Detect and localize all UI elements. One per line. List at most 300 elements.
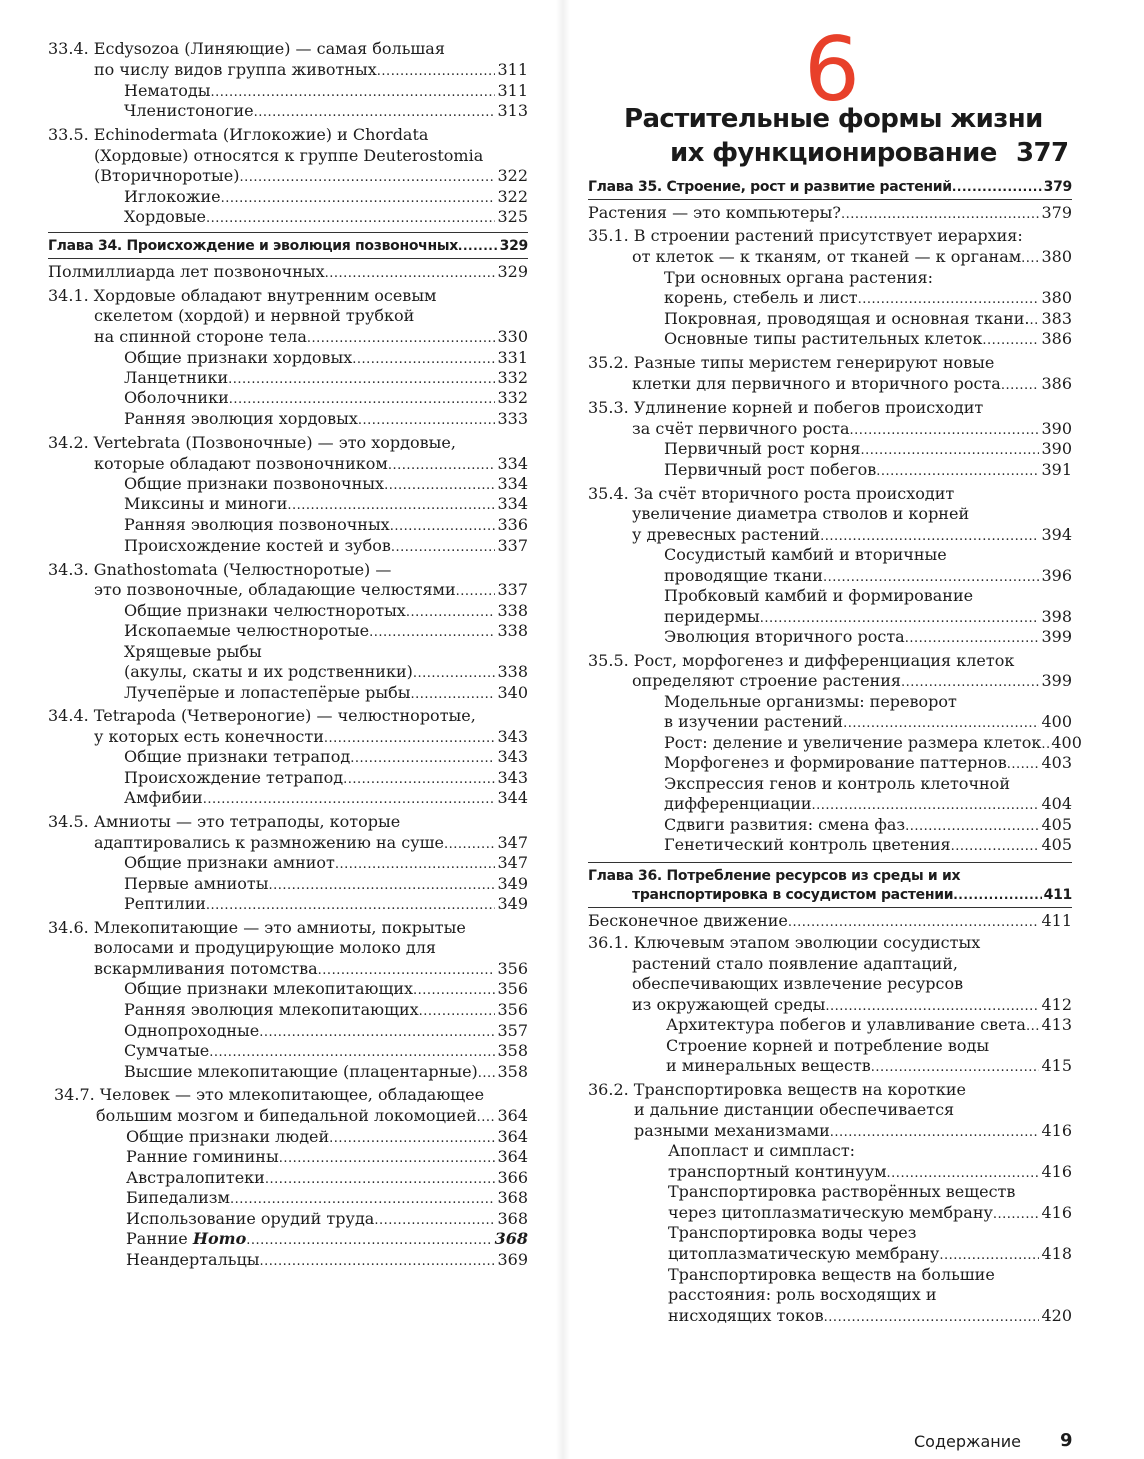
toc-entry[interactable] [48,261,528,282]
leader-dots [209,1040,495,1063]
toc-page: 331 [497,348,528,367]
toc-page: 416 [1041,1203,1072,1222]
toc-section[interactable] [588,483,1072,504]
toc-entry[interactable] [124,535,528,556]
toc-page: 322 [497,187,528,206]
toc-text: Ископаемые челюстноротые [124,621,370,640]
toc-text: Покровная, проводящая и основная ткани. [664,309,1030,328]
toc-section[interactable] [48,917,528,938]
toc-entry[interactable] [124,206,528,227]
leader-dots [230,1187,496,1210]
toc-page: 347 [497,833,528,852]
toc-text: Австралопитеки [126,1168,265,1187]
toc-text: Три основных органа растения: [664,268,934,287]
toc-page: 343 [497,747,528,766]
toc-section[interactable] [634,1099,1072,1120]
leader-dots [871,1055,1040,1078]
toc-entry[interactable] [124,600,528,621]
toc-text: Ланцетники [124,368,229,387]
toc-entry[interactable] [126,1167,528,1188]
toc-page: 344 [497,788,528,807]
toc-section[interactable] [588,650,1072,671]
chapter-heading[interactable] [588,866,1072,887]
toc-page: 390 [1041,419,1072,438]
leader-dots [358,408,496,431]
leader-dots [860,438,1039,461]
toc-text: проводящие ткани [664,566,823,585]
toc-text: (акулы, скаты и их родственники) [124,662,413,681]
toc-entry[interactable] [94,59,528,80]
toc-entry[interactable] [664,773,1072,794]
toc-text: Происхождение костей и зубов [124,536,391,555]
toc-text: Сумчатые [124,1041,210,1060]
toc-text: Основные типы растительных клеток [664,329,983,348]
toc-entry[interactable] [124,1020,528,1041]
toc-text: Лучепёрые и лопастепёрые рыбы [124,683,411,702]
toc-section[interactable] [48,432,528,453]
toc-text: Членистоногие [124,101,254,120]
toc-entry[interactable] [664,308,1072,329]
toc-page: 356 [497,979,528,998]
toc-text: Оболочники [124,388,229,407]
toc-text: Глава 34. Происхождение и эволюция позвоночных [48,238,458,254]
toc-entry[interactable] [126,1228,528,1249]
toc-text: Строение корней и потребление воды [666,1036,990,1055]
toc-entry[interactable] [124,682,528,703]
toc-text: Ранние [126,1229,188,1248]
toc-page: 415 [1041,1056,1072,1075]
toc-entry[interactable] [124,100,528,121]
toc-text: 36.1. Ключевым этапом эволюции сосудистых [588,933,981,952]
toc-page: 390 [1041,439,1072,458]
toc-page: 334 [497,454,528,473]
leader-dots [858,287,1040,310]
toc-entry[interactable] [632,246,1072,267]
toc-entry[interactable] [668,1202,1072,1223]
toc-entry[interactable] [94,326,528,347]
toc-entry[interactable] [664,438,1072,459]
toc-page: 349 [497,874,528,893]
toc-entry[interactable] [632,418,1072,439]
toc-page: 411 [1043,887,1072,903]
toc-page: 364 [497,1106,528,1125]
toc-section[interactable] [54,1084,528,1105]
toc-entry[interactable] [668,1161,1072,1182]
toc-text: 34.3. Gnathostomata (Челюстноротые) — [48,560,392,579]
toc-text: Архитектура побегов и улавливание света [666,1015,1026,1034]
toc-text: Общие признаки людей [126,1127,330,1146]
toc-entry[interactable] [124,1040,528,1061]
toc-text: Общие признаки челюстноротых [124,601,406,620]
toc-entry[interactable] [94,453,528,474]
toc-entry[interactable] [664,691,1072,712]
toc-entry[interactable] [664,585,1072,606]
toc-text: которые обладают позвоночником [94,454,388,473]
toc-page: 338 [497,601,528,620]
toc-entry[interactable] [124,620,528,641]
toc-page: 420 [1041,1306,1072,1325]
toc-text: 35.2. Разные типы меристем генерируют новые [588,353,995,372]
leader-dots [369,620,495,643]
toc-entry[interactable] [94,726,528,747]
toc-text: (Хордовые) относятся к группе Deuterostomia [94,146,484,165]
toc-entry[interactable] [664,267,1072,288]
toc-text: из окружающей среды [632,995,826,1014]
toc-section[interactable] [588,352,1072,373]
toc-page: 313 [497,101,528,120]
toc-entry[interactable] [588,202,1072,223]
toc-text: Модельные организмы: переворот [664,692,957,711]
toc-page: 325 [497,207,528,226]
toc-entry[interactable] [124,186,528,207]
toc-text: растений стало появление адаптаций, [632,954,958,973]
toc-entry[interactable] [124,367,528,388]
toc-text: Использование орудий труда [126,1209,375,1228]
leader-dots [1021,246,1039,269]
leader-dots [841,202,1039,225]
toc-text: скелетом (хордой) и нервной трубкой [94,306,415,325]
toc-text: от клеток — к тканям, от тканей — к органам [632,247,1022,266]
toc-text: Растения — это компьютеры? [588,203,841,222]
toc-page: 343 [497,727,528,746]
toc-entry[interactable] [668,1140,1072,1161]
toc-page: 334 [497,474,528,493]
chapter-rule [48,258,528,259]
toc-page: 329 [497,262,528,281]
footer-section-label: Содержание [914,1432,1021,1451]
leader-dots [824,1305,1040,1328]
toc-text: Общие признаки млекопитающих [124,979,414,998]
toc-entry[interactable] [664,606,1072,627]
toc-text: и минеральных веществ [666,1056,871,1075]
toc-text: цитоплазматическую мембрану [668,1244,940,1263]
toc-page: 396 [1041,566,1072,585]
toc-text: 33.4. Ecdysozoa (Линяющие) — самая большая [48,39,445,58]
leader-dots [812,793,1040,816]
toc-text: 35.3. Удлинение корней и побегов происходит [588,398,984,417]
toc-section[interactable] [632,973,1072,994]
toc-entry[interactable] [664,328,1072,349]
leader-dots [206,893,496,916]
toc-text: Транспортировка растворённых веществ [668,1182,1016,1201]
toc-text: у древесных растений [632,525,821,544]
toc-entry[interactable] [668,1181,1072,1202]
chapter-heading[interactable] [588,177,1072,198]
toc-entry[interactable] [664,287,1072,308]
leader-dots [1001,373,1040,396]
toc-section[interactable] [632,503,1072,524]
toc-entry[interactable] [634,1120,1072,1141]
toc-page: 311 [497,60,528,79]
toc-entry[interactable] [126,1187,528,1208]
toc-entry[interactable] [666,1055,1072,1076]
toc-text: 34.4. Tetrapoda (Четвероногие) — челюстноротые, [48,706,476,725]
toc-entry[interactable] [664,814,1072,835]
leader-dots [843,711,1039,734]
toc-page: 404 [1041,794,1072,813]
toc-text: 33.5. Echinodermata (Иглокожие) и Chordata [48,125,429,144]
toc-entry[interactable] [94,832,528,853]
toc-text: вскармливания потомства [94,959,318,978]
toc-text: Однопроходные [124,1021,260,1040]
toc-entry[interactable] [124,999,528,1020]
toc-page: 337 [497,580,528,599]
footer-page-number: 9 [1060,1430,1073,1451]
toc-text: Ранние гоминины [126,1147,279,1166]
toc-entry[interactable] [124,767,528,788]
toc-entry[interactable] [668,1264,1072,1285]
toc-entry[interactable] [124,1061,528,1082]
toc-section[interactable] [48,559,528,580]
leader-dots [788,910,1040,933]
toc-text: транспортный континуум [668,1162,887,1181]
toc-page: 413 [1041,1015,1072,1034]
toc-entry[interactable] [664,459,1072,480]
toc-section[interactable] [94,305,528,326]
toc-entry[interactable] [96,1105,528,1126]
leader-dots [287,493,495,516]
toc-text: Неандертальцы [126,1250,260,1269]
toc-text: Общие признаки позвоночных [124,474,385,493]
toc-entry[interactable] [124,787,528,808]
toc-entry[interactable] [124,493,528,514]
toc-page: 380 [1041,288,1072,307]
toc-page: 379 [1041,203,1072,222]
toc-text: транспортировка в сосудистом растении [632,887,954,903]
toc-text: Ранняя эволюция позвоночных [124,515,390,534]
toc-page: 364 [497,1147,528,1166]
toc-text: у которых есть конечности [94,727,324,746]
leader-dots [413,978,495,1001]
toc-entry[interactable] [664,752,1072,773]
toc-text: Ранняя эволюция млекопитающих [124,1000,419,1019]
toc-page: 418 [1041,1244,1072,1263]
toc-text: Происхождение тетрапод [124,768,344,787]
toc-entry[interactable] [94,958,528,979]
toc-text: в изучении растений [664,712,844,731]
toc-entry[interactable] [632,670,1072,691]
toc-text: Хрящевые рыбы [124,642,262,661]
toc-page: 329 [499,238,528,254]
toc-entry[interactable] [664,565,1072,586]
toc-entry[interactable] [94,165,528,186]
toc-entry[interactable] [126,1146,528,1167]
leader-dots [458,236,498,257]
toc-page: 398 [1041,607,1072,626]
toc-entry[interactable] [664,793,1072,814]
toc-text: Миксины и миноги [124,494,288,513]
toc-page: 349 [497,894,528,913]
toc-entry[interactable] [664,732,1082,753]
toc-section[interactable] [632,953,1072,974]
leader-dots [229,387,496,410]
toc-entry[interactable] [124,473,528,494]
toc-section[interactable] [48,285,528,306]
leader-dots [206,206,495,229]
toc-page: 368 [497,1209,528,1228]
toc-entry[interactable] [664,626,1072,647]
leader-dots [477,1105,496,1128]
toc-text: 34.5. Амниоты — это тетраподы, которые [48,812,401,831]
toc-page: 332 [497,368,528,387]
toc-entry[interactable] [124,387,528,408]
toc-text: Рептилии [124,894,206,913]
toc-section[interactable] [48,38,528,59]
leader-dots [419,999,496,1022]
toc-entry[interactable] [668,1305,1072,1326]
toc-entry[interactable] [124,852,528,873]
toc-text: (Вторичноротые) [94,166,240,185]
chapter-rule [48,232,528,233]
part-title-line1: Растительные формы жизни [624,104,1043,134]
toc-page: 357 [497,1021,528,1040]
toc-page: 405 [1041,815,1072,834]
leader-dots [953,885,1041,906]
toc-text: Нематоды [124,81,211,100]
toc-entry[interactable] [664,834,1072,855]
toc-page: 386 [1041,374,1072,393]
leader-dots [307,326,496,349]
toc-entry[interactable] [124,746,528,767]
toc-entry[interactable] [632,524,1072,545]
toc-entry[interactable] [124,893,528,914]
toc-text: Транспортировка воды через [668,1223,917,1242]
toc-page: 356 [497,959,528,978]
toc-entry[interactable] [668,1284,1072,1305]
toc-entry[interactable] [124,641,528,662]
toc-text: Полмиллиарда лет позвоночных [48,262,325,281]
toc-text: по числу видов группа животных [94,60,377,79]
toc-section[interactable] [94,145,528,166]
toc-text: Транспортировка веществ на большие [668,1265,995,1284]
toc-text: Общие признаки амниот [124,853,335,872]
toc-page: 340 [497,683,528,702]
toc-page: 391 [1041,460,1072,479]
toc-page: 358 [497,1041,528,1060]
toc-section[interactable] [48,811,528,832]
toc-text: Пробковый камбий и формирование [664,586,974,605]
leader-dots [325,261,496,284]
leader-dots [411,682,496,705]
toc-text: на спинной стороне тела [94,327,307,346]
toc-page: 338 [497,621,528,640]
toc-entry[interactable] [124,978,528,999]
leader-dots [391,535,496,558]
toc-entry[interactable] [124,661,528,682]
toc-page: 379 [1043,179,1072,195]
toc-text: 35.5. Рост, морфогенез и дифференциация клеток [588,651,1015,670]
leader-dots [1026,1014,1039,1037]
chapter-rule [588,199,1072,200]
leader-dots [478,1061,496,1084]
toc-entry[interactable] [126,1208,528,1229]
toc-section[interactable] [48,705,528,726]
toc-text: увеличение диаметра стволов и корней [632,504,970,523]
leader-dots [246,1228,492,1251]
leader-dots [239,165,495,188]
toc-text: Глава 35. Строение, рост и развитие растений [588,179,952,195]
toc-page: 400 [1041,712,1072,731]
toc-text: Сдвиги развития: смена фаз [664,815,906,834]
toc-entry[interactable] [664,711,1072,732]
toc-entry[interactable] [668,1243,1072,1264]
toc-page: 347 [497,853,528,872]
toc-entry[interactable] [668,1222,1072,1243]
toc-text: это позвоночные, обладающие челюстями [94,580,456,599]
toc-section[interactable] [588,932,1072,953]
leader-dots [905,626,1040,649]
chapter-heading[interactable] [632,885,1072,906]
toc-section[interactable] [588,1079,1072,1100]
toc-entry[interactable] [94,579,528,600]
toc-text: Сосудистый камбий и вторичные [664,545,947,564]
toc-entry[interactable] [124,408,528,429]
toc-text: большим мозгом и бипедальной локомоцией [96,1106,477,1125]
toc-entry[interactable] [632,373,1072,394]
toc-page: 322 [497,166,528,185]
leader-dots [259,1249,495,1272]
toc-page: 336 [497,515,528,534]
toc-entry[interactable] [124,80,528,101]
toc-page: 358 [497,1062,528,1081]
toc-text: Амфибии [124,788,203,807]
toc-section[interactable] [588,225,1072,246]
leader-dots [335,852,496,875]
page-gutter [556,0,570,1459]
toc-entry[interactable] [632,994,1072,1015]
toc-entry[interactable] [124,514,528,535]
leader-dots [982,328,1039,351]
toc-page: 334 [497,494,528,513]
toc-text: волосами и продуцирующие молоко для [94,938,437,957]
toc-page: 383 [1041,309,1072,328]
leader-dots [939,1243,1039,1266]
toc-text: Бесконечное движение [588,911,788,930]
toc-page: 400 [1051,733,1082,752]
toc-entry[interactable] [126,1126,528,1147]
chapter-heading[interactable] [48,236,528,257]
toc-entry[interactable] [666,1014,1072,1035]
toc-entry[interactable] [664,544,1072,565]
toc-entry[interactable] [126,1249,528,1270]
toc-text: корень, стебель и лист [664,288,858,307]
toc-page: 343 [497,768,528,787]
toc-text: и дальние дистанции обеспечивается [634,1100,955,1119]
toc-section[interactable] [94,937,528,958]
toc-entry[interactable] [588,910,1072,931]
toc-section[interactable] [48,124,528,145]
toc-text: Эволюция вторичного роста [664,627,905,646]
part-number: 6 [804,18,860,121]
toc-page: 356 [497,1000,528,1019]
toc-page: 311 [497,81,528,100]
toc-page: 369 [497,1250,528,1269]
chapter-rule [588,862,1072,863]
leader-dots [952,177,1042,198]
toc-text: адаптировались к размножению на суше [94,833,444,852]
toc-entry[interactable] [124,873,528,894]
toc-entry[interactable] [666,1035,1072,1056]
toc-text: Глава 36. Потребление ресурсов из среды и их [588,868,961,884]
toc-text: Высшие млекопитающие (плацентарные) [124,1062,478,1081]
toc-page: 386 [1041,329,1072,348]
toc-text: определяют строение растения [632,671,901,690]
toc-page: 330 [497,327,528,346]
toc-section[interactable] [588,397,1072,418]
toc-text: Генетический контроль цветения [664,835,951,854]
leader-dots [1007,752,1040,775]
toc-entry[interactable] [124,347,528,368]
